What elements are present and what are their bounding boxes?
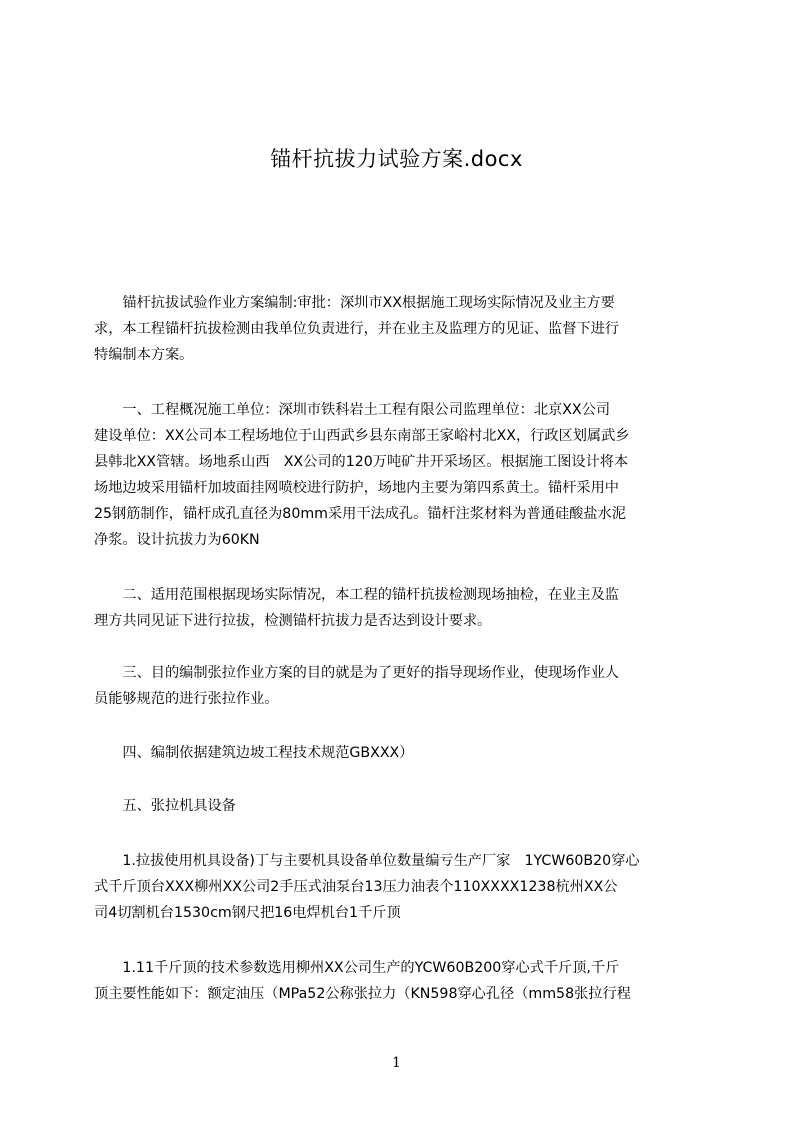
text-line: 特编制本方案。 — [94, 347, 194, 363]
paragraph-section-5 — [94, 793, 699, 819]
text-line: 顶主要性能如下：额定油压（MPa52公称张拉力（KN598穿心孔径（mm58张拉行程 — [94, 986, 631, 1002]
text-line: 净浆。设计抗拔力为60KN — [94, 532, 260, 548]
paragraph-section-3 — [94, 660, 699, 712]
text-line: 三、目的编制张拉作业方案的目的就是为了更好的指导现场作业，使现场作业人 — [94, 665, 619, 681]
text-line: 员能够规范的进行张拉作业。 — [94, 691, 279, 707]
text-line: 一、工程概况施工单位：深圳市铁科岩土工程有限公司监理单位：北京XX公司 — [94, 402, 611, 418]
paragraph-section-1 — [94, 397, 699, 553]
text-line: 式千斤顶台XXX柳州XX公司2手压式油泵台13压力油表个110XXXX1238杭州XX公 — [94, 879, 618, 895]
text-line: 锚杆抗拔试验作业方案编制:审批：深圳市XX根据施工现场实际情况及业主方要 — [94, 295, 615, 311]
text-line: 求，本工程锚杆抗拔检测由我单位负责进行，并在业主及监理方的见证、监督下进行 — [94, 321, 619, 337]
text-line: 1.拉拔使用机具设备)丁与主要机具设备单位数量编亏生产厂家 1YCW60B20穿心 — [94, 853, 640, 869]
text-line: 司4切割机台1530cm钢尺把16电焊机台1千斤顶 — [94, 905, 401, 921]
paragraph-intro — [94, 290, 699, 368]
text-line: 25钢筋制作，锚杆成孔直径为80mm采用干法成孔。锚杆注浆材料为普通硅酸盐水泥 — [94, 506, 626, 522]
text-line: 1.11千斤顶的技术参数选用柳州XX公司生产的YCW60B200穿心式千斤顶,千斤 — [94, 960, 620, 976]
paragraph-section-2 — [94, 582, 699, 634]
text-line: 场地边坡采用锚杆加坡面挂网喷校进行防护，场地内主要为第四系黄土。锚杆采用中 — [94, 480, 619, 496]
text-line: 五、张拉机具设备 — [94, 798, 236, 814]
text-line: 四、编制依据建筑边坡工程技术规范GBXXX） — [94, 745, 414, 761]
page-number: 1 — [392, 1055, 401, 1071]
text-line: 二、适用范围根据现场实际情况，本工程的锚杆抗拔检测现场抽检，在业主及监 — [94, 587, 619, 603]
paragraph-jack-parameters — [94, 955, 699, 1007]
text-line: 县韩北XX管辖。场地系山西 XX公司的120万吨矿井开采场区。根据施工图设计将本 — [94, 454, 629, 470]
paragraph-section-4 — [94, 740, 699, 766]
text-line: 理方共同见证下进行拉拔，检测锚杆抗拔力是否达到设计要求。 — [94, 613, 492, 629]
text-line: 建设单位：XX公司本工程场地位于山西武乡县东南部王家峪村北XX，行政区划属武乡 — [94, 428, 630, 444]
paragraph-equipment — [94, 848, 699, 926]
document-title: 锚杆抗拔力试验方案.docx — [270, 147, 523, 171]
